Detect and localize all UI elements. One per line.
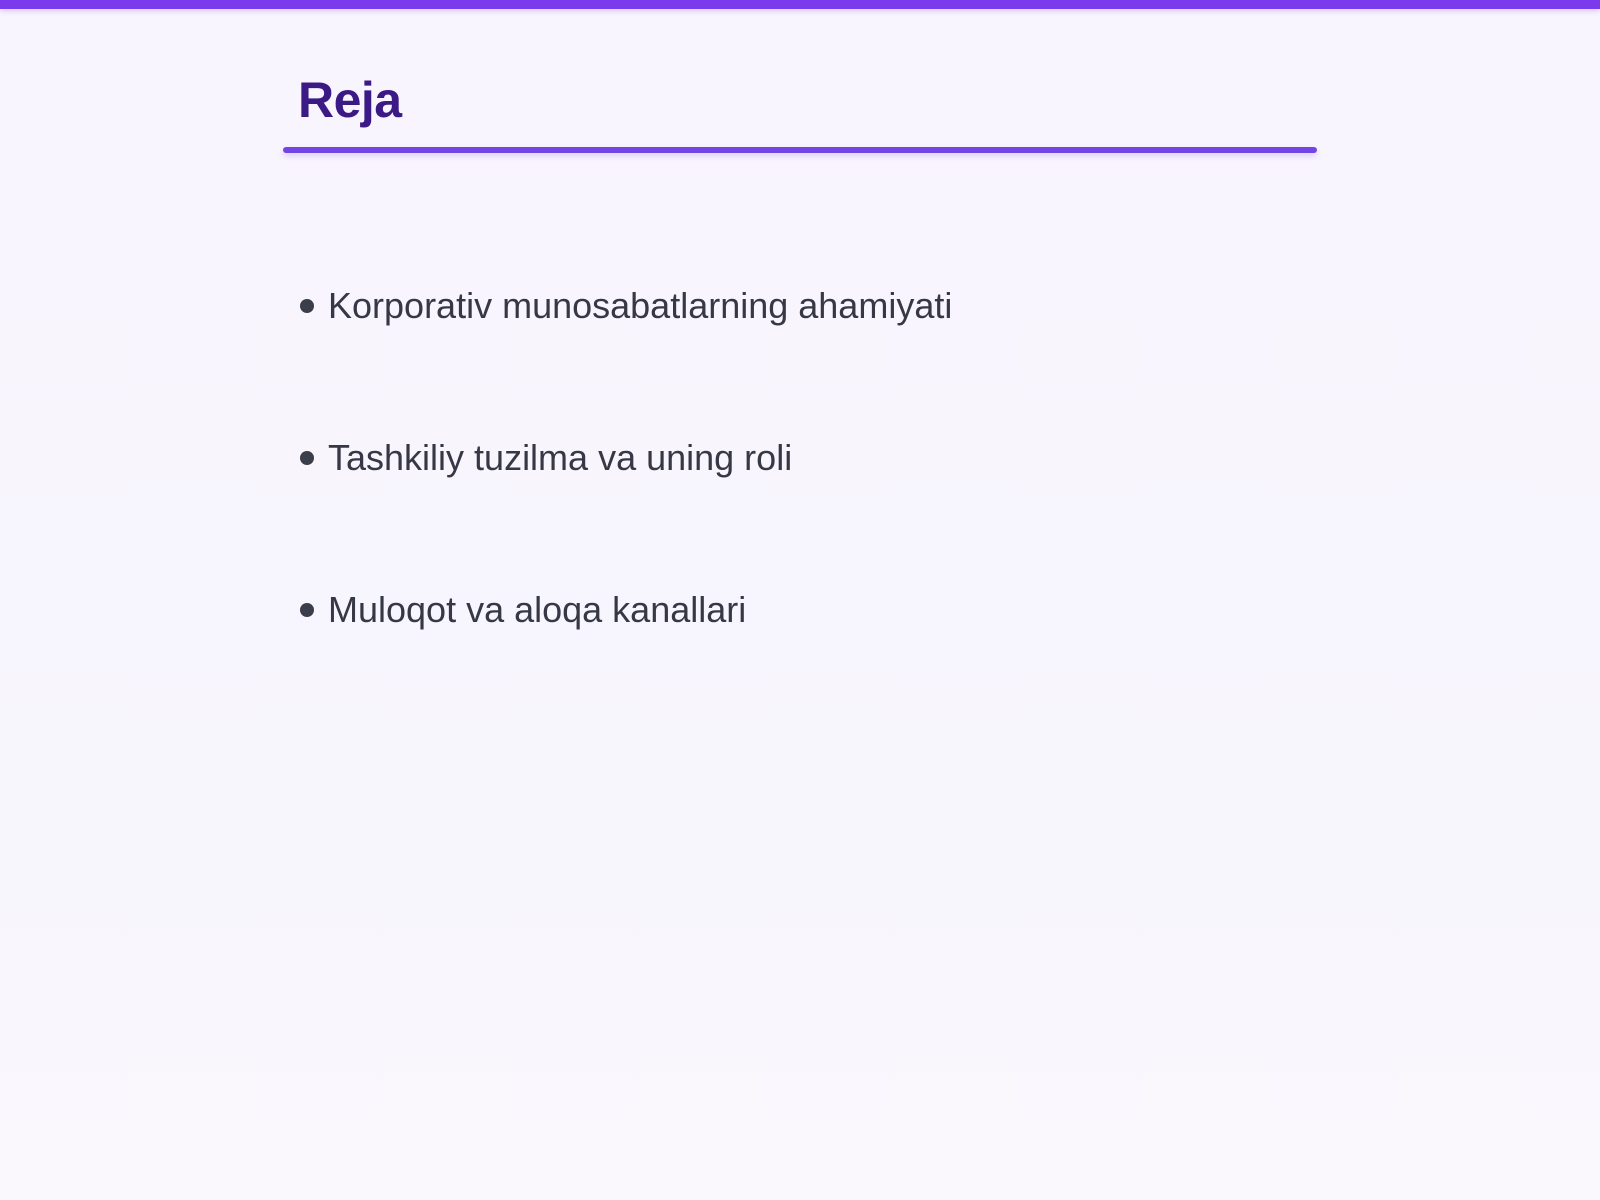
bullet-dot-icon	[300, 603, 314, 617]
list-item	[300, 428, 952, 488]
bullet-text: Tashkiliy tuzilma va uning roli	[328, 437, 793, 478]
bullet-text: Muloqot va aloqa kanallari	[328, 589, 747, 630]
list-item	[300, 276, 952, 336]
slide-title: Reja	[298, 72, 402, 128]
title-underline	[283, 147, 1317, 153]
list-item	[300, 580, 952, 640]
bullet-dot-icon	[300, 299, 314, 313]
bullet-dot-icon	[300, 451, 314, 465]
bullet-text: Korporativ munosabatlarning ahamiyati	[328, 285, 953, 326]
bullet-list	[300, 276, 952, 732]
top-accent-bar	[0, 0, 1600, 9]
